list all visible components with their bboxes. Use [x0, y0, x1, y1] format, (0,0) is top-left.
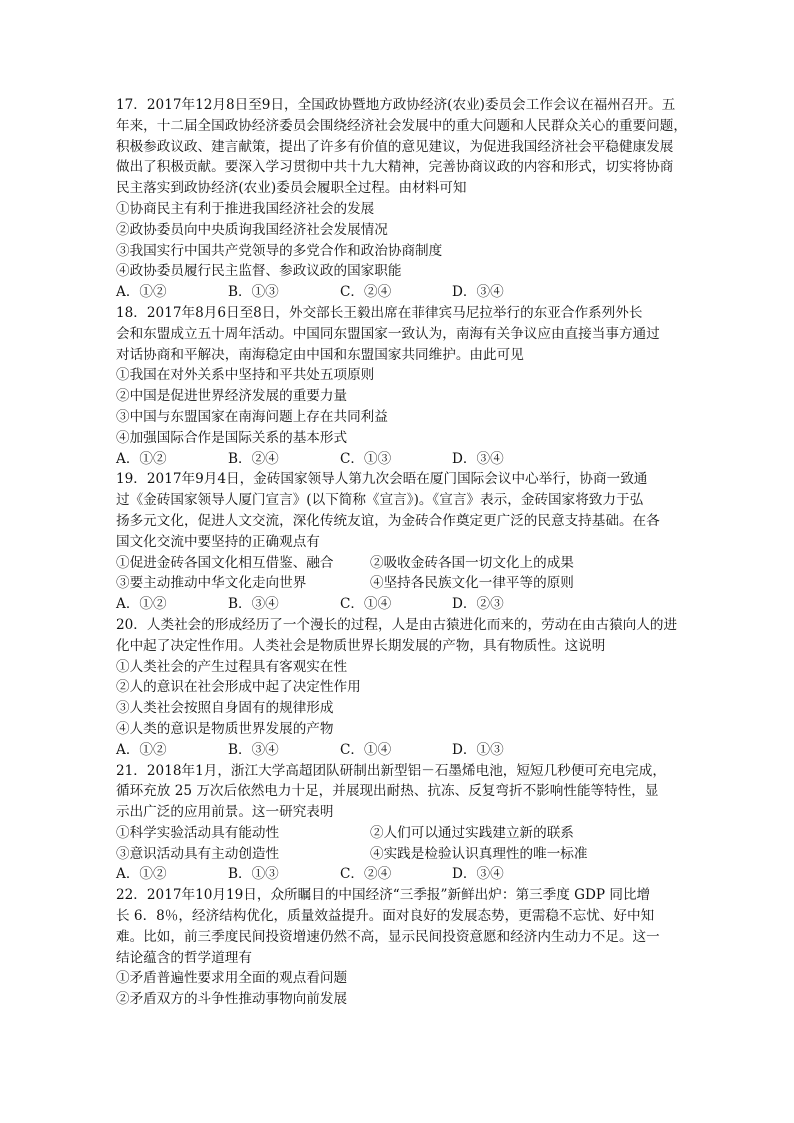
- question-text-line: 化中起了决定性作用。人类社会是物质世界长期发展的产物，具有物质性。这说明: [116, 637, 606, 654]
- statement-option: ②人的意识在社会形成中起了决定性作用: [116, 679, 361, 696]
- choice-c: C．①③: [340, 450, 392, 467]
- choice-a: A．①②: [116, 450, 167, 467]
- question-text-line: 做出了积极贡献。要深入学习贯彻中共十九大精神，完善协商议政的内容和形式，切实将协商: [116, 159, 674, 176]
- statement-option: ①协商民主有利于推进我国经济社会的发展: [116, 200, 375, 217]
- choice-c: C．①④: [340, 596, 392, 613]
- question-text-line: 示出广泛的应用前景。这一研究表明: [116, 804, 334, 821]
- choice-c: C．②④: [340, 284, 392, 301]
- question-text-line: 会和东盟成立五十周年活动。中国同东盟国家一致认为，南海有关争议应由直接当事方通过: [116, 325, 660, 342]
- choice-b: B．③④: [228, 596, 279, 613]
- answer-choices: [116, 449, 682, 470]
- statement-option: ③意识活动具有主动创造性: [116, 845, 280, 862]
- statement-option: ④实践是检验认识真理性的唯一标准: [370, 845, 588, 862]
- statement-option: ①科学实验活动具有能动性: [116, 824, 280, 841]
- choice-a: A．①②: [116, 741, 167, 758]
- exam-page: [116, 95, 687, 1010]
- statement-option-row: [116, 844, 682, 865]
- answer-choices: [116, 282, 682, 303]
- question-text-line: 扬多元文化，促进人文交流，深化传统友谊，为金砖合作奠定更广泛的民意支持基础。在各: [116, 512, 660, 529]
- statement-option: ①我国在对外关系中坚持和平共处五项原则: [116, 367, 375, 384]
- question-text-line: 年来，十二届全国政协经济委员会围绕经济社会发展中的重大问题和人民群众关心的重要问题，: [116, 117, 687, 134]
- statement-option: ③人类社会按照自身固有的规律形成: [116, 700, 334, 717]
- question-text-line: 17．2017年12月8日至9日，全国政协暨地方政协经济(农业)委员会工作会议在福州召开。五: [116, 97, 676, 113]
- question-19: [116, 469, 682, 615]
- question-text-line: 难。比如，前三季度民间投资增速仍然不高，显示民间投资意愿和经济内生动力不足。这一: [116, 928, 660, 945]
- statement-option: ②矛盾双方的斗争性推动事物向前发展: [116, 991, 348, 1008]
- statement-option: ①人类社会的产生过程具有客观实在性: [116, 658, 348, 675]
- question-text-line: 20．人类社会的形成经历了一个漫长的过程，人是由古猿进化而来的，劳动在由古猿向人的进: [116, 616, 678, 633]
- choice-c: C．①④: [340, 741, 392, 758]
- choice-b: B．②④: [228, 450, 279, 467]
- statement-option: ①矛盾普遍性要求用全面的观点看问题: [116, 970, 348, 987]
- question-text-line: 积极参政议政、建言献策，提出了许多有价值的意见建议，为促进我国经济社会平稳健康发展: [116, 138, 674, 155]
- question-22: [116, 885, 682, 1010]
- statement-option: ②政协委员向中央质询我国经济社会发展情况: [116, 221, 388, 238]
- question-text-line: 对话协商和平解决，南海稳定由中国和东盟国家共同维护。由此可见: [116, 346, 524, 363]
- question-text-line: 国文化交流中要坚持的正确观点有: [116, 533, 320, 550]
- question-text-line: 长 6．8％，经济结构优化，质量效益提升。面对良好的发展态势，更需稳不忘忧、好中知: [116, 908, 655, 925]
- question-text-line: 循环充放 25 万次后依然电力十足，并展现出耐热、抗冻、反复弯折不影响性能等特性，显: [116, 783, 659, 800]
- choice-b: B．③④: [228, 741, 279, 758]
- statement-option: ③要主动推动中华文化走向世界: [116, 575, 307, 592]
- question-text-line: 22．2017年10月19日，众所瞩目的中国经济“三季报”新鲜出炉：第三季度 GDP 同比增: [116, 887, 651, 904]
- choice-b: B．①③: [228, 284, 279, 301]
- question-18: [116, 303, 682, 469]
- choice-d: D．③④: [452, 450, 504, 467]
- question-text-line: 19．2017年9月4日，金砖国家领导人第九次会晤在厦门国际会议中心举行，协商一致通: [116, 471, 648, 488]
- statement-option-row: [116, 553, 682, 574]
- question-text-line: 结论蕴含的哲学道理有: [116, 949, 252, 966]
- statement-option-row: [116, 573, 682, 594]
- statement-option: ③中国与东盟国家在南海问题上存在共同利益: [116, 408, 388, 425]
- choice-c: C．②④: [340, 866, 392, 883]
- statement-option: ④加强国际合作是国际关系的基本形式: [116, 429, 348, 446]
- statement-option: ③我国实行中国共产党领导的多党合作和政治协商制度: [116, 242, 443, 259]
- choice-d: D．①③: [452, 741, 504, 758]
- answer-choices: [116, 594, 682, 615]
- question-text-line: 21．2018年1月，浙江大学高超团队研制出新型铝－石墨烯电池，短短几秒便可充电完成，: [116, 762, 666, 779]
- answer-choices: [116, 864, 682, 885]
- statement-option: ②中国是促进世界经济发展的重要力量: [116, 388, 348, 405]
- question-text-line: 18．2017年8月6日至8日，外交部长王毅出席在菲律宾马尼拉举行的东亚合作系列外长: [116, 304, 643, 321]
- statement-option: ①促进金砖各国文化相互借鉴、融合: [116, 554, 334, 571]
- statement-option: ②人们可以通过实践建立新的联系: [370, 824, 574, 841]
- choice-a: A．①②: [116, 284, 167, 301]
- question-17: [116, 95, 687, 303]
- statement-option-row: [116, 823, 682, 844]
- question-21: [116, 761, 682, 886]
- choice-d: D．③④: [452, 284, 504, 301]
- statement-option: ④坚持各民族文化一律平等的原则: [370, 575, 574, 592]
- choice-d: D．③④: [452, 866, 504, 883]
- choice-a: A．①②: [116, 866, 167, 883]
- question-text-line: 过《金砖国家领导人厦门宣言》(以下简称《宣言》)。《宣言》表示，金砖国家将致力于弘: [116, 492, 644, 509]
- question-text-line: 民主落实到政协经济(农业)委员会履职全过程。由材料可知: [116, 180, 467, 197]
- choice-d: D．②③: [452, 596, 504, 613]
- choice-a: A．①②: [116, 596, 167, 613]
- statement-option: ②吸收金砖各国一切文化上的成果: [370, 554, 574, 571]
- statement-option: ④人类的意识是物质世界发展的产物: [116, 720, 334, 737]
- question-20: [116, 615, 682, 761]
- statement-option: ④政协委员履行民主监督、参政议政的国家职能: [116, 263, 402, 280]
- answer-choices: [116, 740, 682, 761]
- choice-b: B．①③: [228, 866, 279, 883]
